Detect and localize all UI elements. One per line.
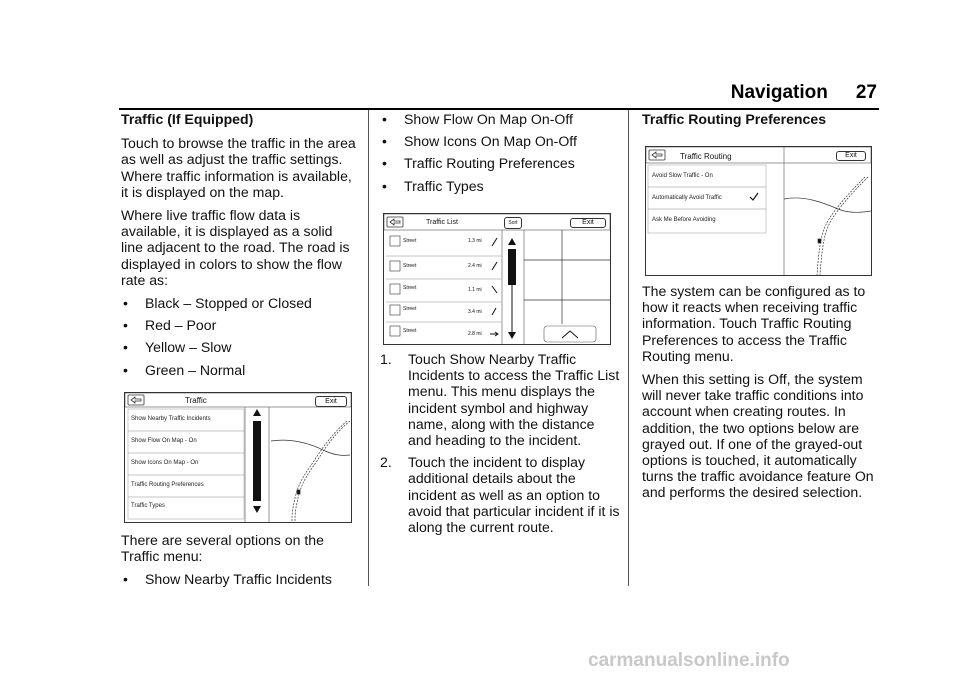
list-item: 2. Touch the incident to display additional details about the incident as well as an option to avoid that particular incident if it is along the current route.	[380, 454, 620, 536]
list-item: • Show Icons On Map On-Off	[382, 133, 577, 150]
traffic-menu-screen	[124, 392, 352, 523]
row-distance: 1.3 mi	[468, 238, 482, 244]
menu-item-auto-avoid-traffic[interactable]: Automatically Avoid Traffic	[652, 195, 722, 201]
list-item: • Show Flow On Map On-Off	[382, 111, 573, 127]
scroll-down-arrow-icon[interactable]	[253, 506, 261, 513]
section-title: Navigation	[730, 82, 828, 103]
list-item: • Show Nearby Traffic Incidents	[123, 571, 332, 588]
menu-item-routing-preferences[interactable]: Traffic Routing Preferences	[131, 482, 204, 488]
exit-button[interactable]: Exit	[315, 396, 347, 407]
list-item: • Green – Normal	[123, 361, 246, 378]
map-roads	[784, 177, 871, 275]
row-street[interactable]: Street	[403, 306, 417, 312]
map-roads	[524, 230, 610, 324]
screen-title: Traffic	[185, 396, 207, 405]
traffic-list-screen	[383, 213, 611, 345]
column-divider-2	[628, 110, 629, 586]
list-item: • Traffic Types	[382, 177, 484, 194]
page-number: 27	[855, 82, 877, 103]
exit-button[interactable]: Exit	[836, 151, 866, 161]
column-2-steps	[380, 351, 620, 541]
row-street[interactable]: Street	[403, 238, 417, 244]
routing-intro: The system can be configured as to how it reacts when receiving traffic information. Touch Traffic Routing Preferences to access the Traffic Routing menu.	[642, 283, 866, 364]
traffic-intro: Touch to browse the traffic in the area as well as adjust the traffic settings. Where traffic information is available, it is displayed on the map.	[121, 135, 356, 200]
column-3	[642, 111, 877, 135]
screen-title: Traffic Routing	[680, 152, 732, 161]
traffic-routing-screen	[645, 146, 872, 276]
menu-item-ask-before-avoiding[interactable]: Ask Me Before Avoiding	[652, 217, 716, 223]
traffic-flow-text: Where live traffic flow data is available, it is displayed as a solid line adjacent to the road. The road is displayed in colors to show the flow rate as:	[121, 207, 350, 288]
page-header	[0, 82, 877, 104]
scroll-up-arrow-icon[interactable]	[508, 238, 516, 245]
menu-item-avoid-slow-traffic[interactable]: Avoid Slow Traffic - On	[652, 173, 713, 179]
column-1-bottom	[121, 532, 357, 594]
routing-heading: Traffic Routing Preferences	[642, 111, 827, 127]
screen-title: Traffic List	[426, 219, 458, 226]
menu-item-flow-on-map[interactable]: Show Flow On Map - On	[131, 438, 197, 444]
row-street[interactable]: Street	[403, 328, 417, 334]
list-item: • Yellow – Slow	[123, 339, 232, 356]
options-intro: There are several options on the Traffic menu:	[121, 532, 324, 565]
list-item: • Black – Stopped or Closed	[123, 295, 312, 312]
heading-arrow-icon	[490, 238, 498, 336]
sort-button[interactable]: Sort	[504, 217, 522, 229]
scroll-down-arrow-icon[interactable]	[508, 332, 516, 339]
traffic-heading: Traffic (If Equipped)	[121, 111, 254, 127]
checkmark-icon	[750, 193, 758, 200]
exit-button[interactable]: Exit	[570, 218, 606, 228]
list-item: • Red – Poor	[123, 317, 217, 334]
column-3-body	[642, 283, 878, 508]
list-item: • Traffic Routing Preferences	[382, 155, 575, 172]
scroll-thumb[interactable]	[253, 421, 261, 501]
list-item: 1. Touch Show Nearby Traffic Incidents to access the Traffic List menu. This menu displays the incident symbol and highway name, along with the distance and heading to the incident.	[380, 351, 620, 449]
header-rule	[119, 108, 879, 110]
menu-item-nearby-incidents[interactable]: Show Nearby Traffic Incidents	[131, 416, 211, 422]
row-distance: 2.8 mi	[468, 331, 482, 337]
row-street[interactable]: Street	[403, 263, 417, 269]
column-divider-1	[368, 110, 369, 586]
scroll-up-arrow-icon[interactable]	[253, 409, 261, 416]
routing-off-text: When this setting is Off, the system will never take traffic conditions into account when creating routes. In addition, the two options below are grayed out. If one of the grayed-out options is touched, it automatically turns the traffic avoidance feature On and performs the desired selection.	[642, 371, 874, 501]
menu-item-icons-on-map[interactable]: Show Icons On Map - On	[131, 460, 199, 466]
column-1	[121, 111, 357, 384]
row-street[interactable]: Street	[403, 285, 417, 291]
scroll-thumb[interactable]	[508, 249, 516, 285]
column-2	[380, 111, 616, 200]
watermark: carmanualsonline.info	[588, 650, 790, 671]
row-distance: 2.4 mi	[468, 263, 482, 269]
menu-item-traffic-types[interactable]: Traffic Types	[131, 503, 165, 509]
row-distance: 1.1 mi	[468, 287, 482, 293]
map-roads	[271, 421, 350, 522]
row-distance: 3.4 mi	[468, 309, 482, 315]
